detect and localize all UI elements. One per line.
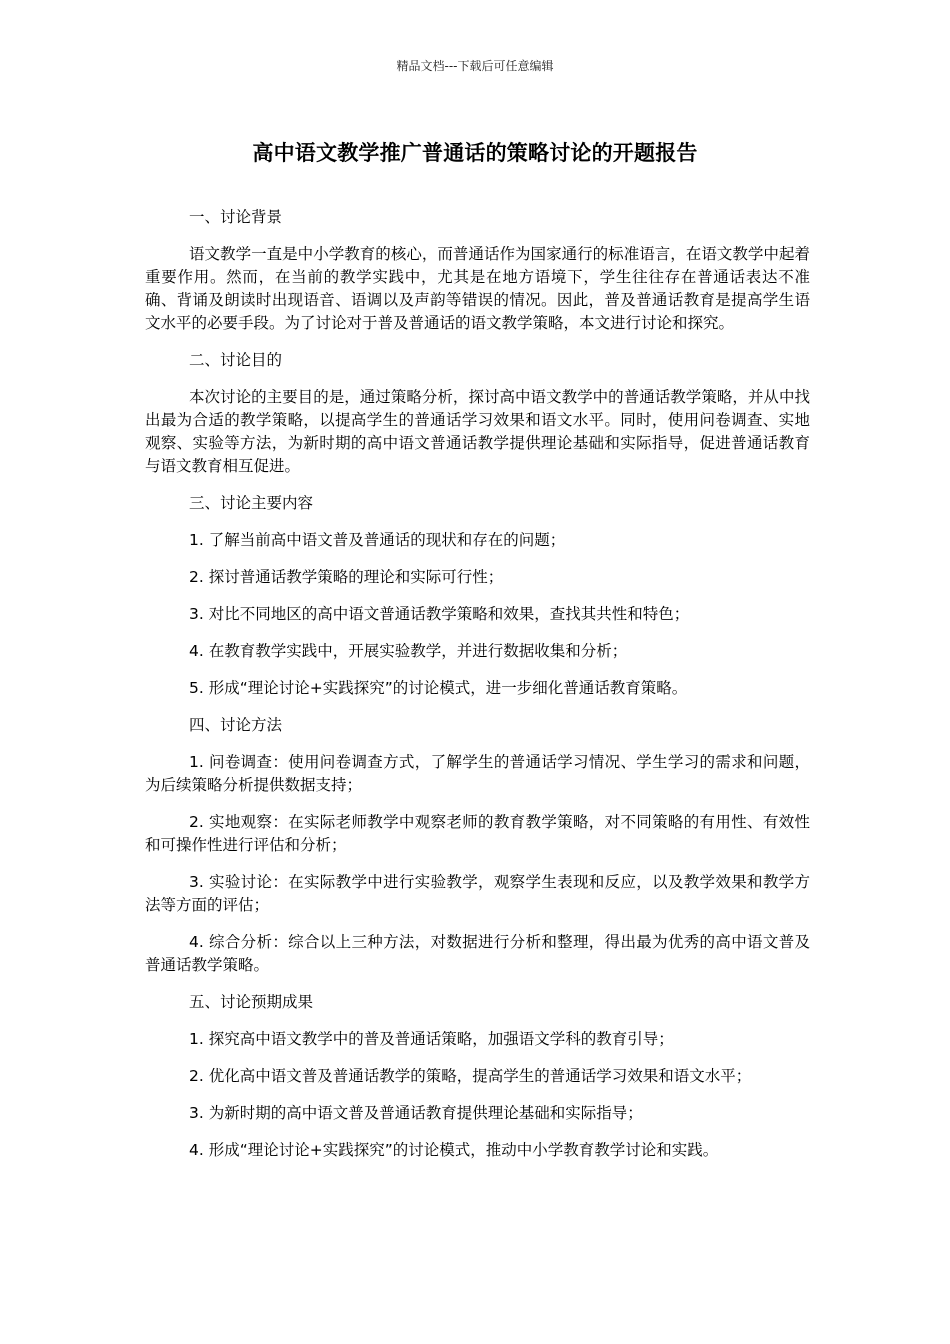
list-item-method-3: 3. 实验讨论：在实际教学中进行实验教学，观察学生表现和反应，以及教学效果和教学方法等方面的评估； bbox=[145, 873, 810, 914]
list-item-content-4: 4. 在教育教学实践中，开展实验教学，并进行数据收集和分析； bbox=[189, 642, 628, 660]
list-item-outcome-2: 2. 优化高中语文普及普通话教学的策略，提高学生的普通话学习效果和语文水平； bbox=[189, 1067, 752, 1085]
list-item-outcome-3: 3. 为新时期的高中语文普及普通话教育提供理论基础和实际指导； bbox=[189, 1104, 643, 1122]
paragraph-purpose: 本次讨论的主要目的是，通过策略分析，探讨高中语文教学中的普通话教学策略，并从中找出最为合适的教学策略，以提高学生的普通话学习效果和语文水平。同时，使用问卷调查、实地观察、实验等方法，为新时期的高中语文普通话教学提供理论基础和实际指导，促进普通话教育与语文教育相互促进。 bbox=[145, 388, 810, 475]
list-item-method-4: 4. 综合分析：综合以上三种方法，对数据进行分析和整理，得出最为优秀的高中语文普及普通话教学策略。 bbox=[145, 933, 810, 974]
document-body bbox=[145, 206, 810, 1176]
list-item-content-5: 5. 形成“理论讨论+实践探究”的讨论模式，进一步细化普通话教育策略。 bbox=[189, 679, 688, 697]
list-item-method-2: 2. 实地观察：在实际老师教学中观察老师的教育教学策略，对不同策略的有用性、有效性和可操作性进行评估和分析； bbox=[145, 813, 810, 854]
page-title: 高中语文教学推广普通话的策略讨论的开题报告 bbox=[252, 141, 698, 165]
list-item-content-1: 1. 了解当前高中语文普及普通话的现状和存在的问题； bbox=[189, 531, 566, 549]
section-heading-content: 三、讨论主要内容 bbox=[189, 494, 314, 512]
section-heading-method: 四、讨论方法 bbox=[189, 716, 283, 734]
header-note: 精品文档---下载后可任意编辑 bbox=[396, 59, 554, 73]
list-item-method-1: 1. 问卷调查：使用问卷调查方式，了解学生的普通话学习情况、学生学习的需求和问题，为后续策略分析提供数据支持； bbox=[145, 753, 810, 794]
list-item-outcome-1: 1. 探究高中语文教学中的普及普通话策略，加强语文学科的教育引导； bbox=[189, 1030, 674, 1048]
section-heading-purpose: 二、讨论目的 bbox=[189, 351, 283, 369]
paragraph-background: 语文教学一直是中小学教育的核心，而普通话作为国家通行的标准语言，在语文教学中起着重要作用。然而，在当前的教学实践中，尤其是在地方语境下，学生往往存在普通话表达不准确、背诵及朗读时出现语音、语调以及声韵等错误的情况。因此，普及普通话教育是提高学生语文水平的必要手段。为了讨论对于普及普通话的语文教学策略，本文进行讨论和探究。 bbox=[145, 245, 810, 332]
list-item-content-3: 3. 对比不同地区的高中语文普通话教学策略和效果，查找其共性和特色； bbox=[189, 605, 690, 623]
list-item-content-2: 2. 探讨普通话教学策略的理论和实际可行性； bbox=[189, 568, 504, 586]
section-heading-outcome: 五、讨论预期成果 bbox=[189, 993, 314, 1011]
section-heading-background: 一、讨论背景 bbox=[189, 208, 283, 226]
list-item-outcome-4: 4. 形成“理论讨论+实践探究”的讨论模式，推动中小学教育教学讨论和实践。 bbox=[189, 1141, 719, 1159]
